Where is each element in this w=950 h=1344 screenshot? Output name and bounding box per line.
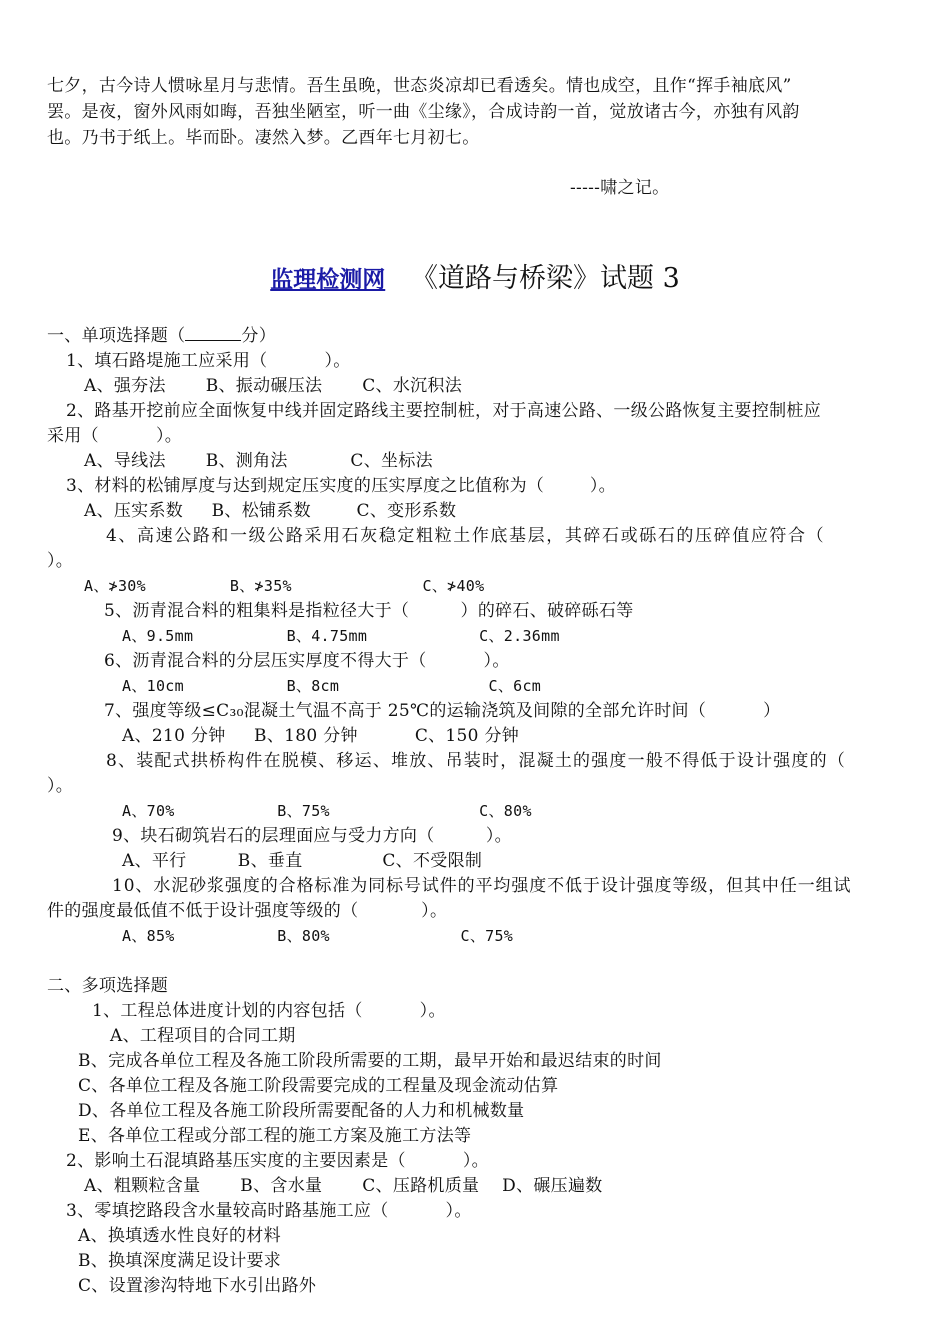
question-line: 2、影响土石混填路基压实度的主要因素是（ ）。	[66, 1151, 489, 1171]
options-line: A、粗颗粒含量 B、含水量 C、压路机质量 D、碾压遍数	[84, 1176, 603, 1196]
intro-line: 罢。是夜，窗外风雨如晦，吾独坐陋室，听一曲《尘缘》，合成诗韵一首，觉放诸古今，亦独有风韵	[47, 102, 800, 122]
options-line: C、设置渗沟特地下水引出路外	[78, 1276, 317, 1296]
question-line: 9、块石砌筑岩石的层理面应与受力方向（ ）。	[112, 826, 512, 846]
options-line: E、各单位工程或分部工程的施工方案及施工方法等	[78, 1126, 472, 1146]
question-line: 7、强度等级≤C₃₀混凝土气温不高于 25℃的运输浇筑及间隙的全部允许时间（ ）	[104, 701, 781, 721]
options-line: C、各单位工程及各施工阶段需要完成的工程量及现金流动估算	[78, 1076, 559, 1096]
question-line: 10、水泥砂浆强度的合格标准为同标号试件的平均强度不低于设计强度等级，但其中任一组试	[112, 876, 852, 896]
question-line: ）。	[47, 776, 74, 796]
question-line: 5、沥青混合料的粗集料是指粒径大于（ ）的碎石、破碎砾石等	[104, 601, 634, 621]
score-blank	[185, 326, 241, 341]
question-line: 6、沥青混合料的分层压实厚度不得大于（ ）。	[104, 651, 510, 671]
options-line: A、85% B、80% C、75%	[122, 927, 514, 945]
options-line: A、9.5mm B、4.75mm C、2.36mm	[122, 627, 560, 645]
options-line: A、导线法 B、测角法 C、坐标法	[84, 451, 433, 471]
question-line: 8、装配式拱桥构件在脱模、移运、堆放、吊装时，混凝土的强度一般不得低于设计强度的（	[106, 751, 847, 771]
title-text: 《道路与桥梁》试题 3	[410, 263, 680, 294]
question-line: 3、材料的松铺厚度与达到规定压实度的压实厚度之比值称为（ ）。	[66, 476, 616, 496]
question-line: 1、工程总体进度计划的内容包括（ ）。	[92, 1001, 446, 1021]
options-line: A、强夯法 B、振动碾压法 C、水沉积法	[84, 376, 463, 396]
site-link[interactable]: 监理检测网	[270, 266, 386, 293]
question-line: 2、路基开挖前应全面恢复中线并固定路线主要控制桩，对于高速公路、一级公路恢复主要控制桩应	[66, 401, 822, 421]
question-line: 4、高速公路和一级公路采用石灰稳定粗粒土作底基层，其碎石或砾石的压碎值应符合（	[106, 526, 826, 546]
page-title	[0, 256, 950, 295]
section1-heading	[47, 324, 276, 348]
section1-heading-suffix: 分）	[241, 326, 277, 346]
options-line: A、≯30% B、≯35% C、≯40%	[84, 577, 485, 595]
question-line: 件的强度最低值不低于设计强度等级的（ ）。	[47, 901, 448, 921]
options-line: A、10cm B、8cm C、6cm	[122, 677, 542, 695]
options-line: B、完成各单位工程及各施工阶段所需要的工期，最早开始和最迟结束的时间	[78, 1051, 662, 1071]
options-line: D、各单位工程及各施工阶段所需要配备的人力和机械数量	[78, 1101, 525, 1121]
section2-heading: 二、多项选择题	[47, 976, 169, 996]
question-line: 采用（ ）。	[47, 426, 183, 446]
options-line: A、工程项目的合同工期	[110, 1026, 296, 1046]
options-line: A、平行 B、垂直 C、不受限制	[122, 851, 483, 871]
question-line: 3、零填挖路段含水量较高时路基施工应（ ）。	[66, 1201, 472, 1221]
options-line: A、压实系数 B、松铺系数 C、变形系数	[84, 501, 457, 521]
options-line: A、210 分钟 B、180 分钟 C、150 分钟	[122, 726, 520, 746]
intro-line: 也。乃书于纸上。毕而卧。凄然入梦。乙酉年七月初七。	[47, 128, 480, 148]
signature: -----啸之记。	[570, 178, 670, 198]
intro-line: 七夕，古今诗人惯咏星月与悲情。吾生虽晚，世态炎凉却已看透矣。情也成空，且作“挥手袖底风”	[47, 76, 792, 96]
section1-heading-prefix: 一、单项选择题（	[47, 326, 186, 346]
options-line: A、70% B、75% C、80%	[122, 802, 532, 820]
question-line: ）。	[47, 551, 74, 571]
options-line: A、换填透水性良好的材料	[78, 1226, 281, 1246]
options-line: B、换填深度满足设计要求	[78, 1251, 282, 1271]
question-line: 1、填石路堤施工应采用（ ）。	[66, 351, 351, 371]
